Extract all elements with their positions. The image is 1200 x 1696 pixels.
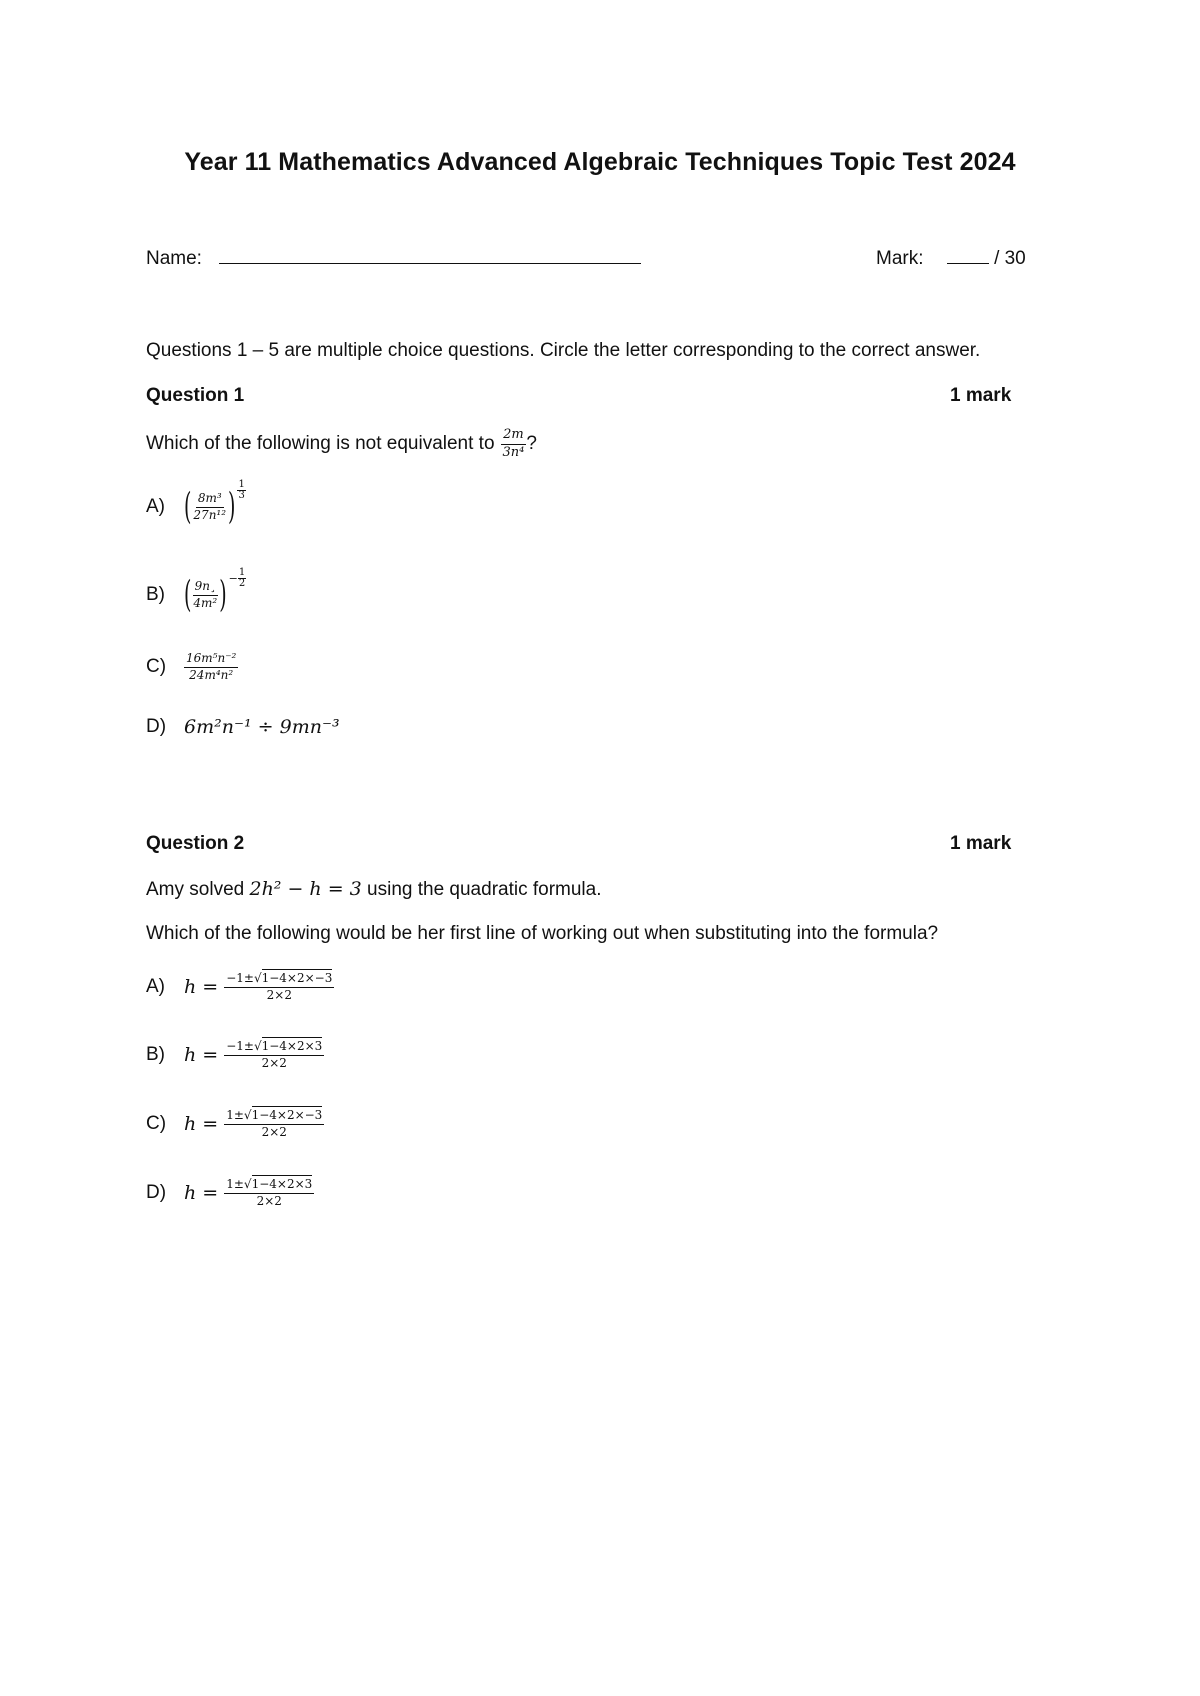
q2-line1-pre: Amy solved <box>146 879 245 900</box>
q2-c-root: 1−4×2×−3 <box>251 1108 323 1122</box>
q2-c-pre: 1± <box>226 1108 244 1122</box>
page-title: Year 11 Mathematics Advanced Algebraic Techniques Topic Test 2024 <box>184 148 1016 176</box>
close-paren: ) <box>219 574 227 617</box>
q1-b-exponent-frac <box>238 568 246 589</box>
q1-option-a[interactable] <box>146 478 246 529</box>
q2-c-lhs: h = <box>184 1113 219 1136</box>
q2-a-numerator: −1±√1−4×2×−3 <box>224 972 334 988</box>
q1-option-a-label: A) <box>146 496 165 518</box>
q2-b-lhs: h = <box>184 1044 219 1067</box>
q2-c-denominator: 2×2 <box>261 1124 287 1139</box>
q1-a-numerator: 8m³ <box>196 492 224 508</box>
q1-a-exponent-den: 3 <box>238 489 245 501</box>
q2-b-numerator: −1±√1−4×2×3 <box>224 1040 324 1056</box>
q2-b-pre: −1± <box>226 1039 254 1053</box>
question-1-prompt <box>146 428 537 461</box>
question-2-heading: Question 2 <box>146 833 245 854</box>
q1-b-fraction <box>191 580 219 611</box>
name-field[interactable] <box>219 263 641 264</box>
q1-c-fraction <box>184 652 238 683</box>
mark-total: / 30 <box>994 248 1026 269</box>
q2-option-b[interactable] <box>146 1040 324 1071</box>
question-1-heading: Question 1 <box>146 385 245 406</box>
q1-option-c[interactable] <box>146 652 238 683</box>
q2-d-lhs: h = <box>184 1182 219 1205</box>
q2-a-fraction <box>224 972 334 1003</box>
q1-option-c-label: C) <box>146 656 167 678</box>
q1-c-denominator: 24m⁴n² <box>189 667 234 682</box>
q1-option-d[interactable] <box>146 716 340 738</box>
open-paren: ( <box>184 486 192 529</box>
q2-d-numerator: 1±√1−4×2×3 <box>224 1178 314 1194</box>
q1-a-exponent <box>237 480 245 501</box>
q2-option-c-label: C) <box>146 1113 167 1135</box>
q1-b-exponent-num: 1 <box>238 566 246 578</box>
q1-a-exponent-num: 1 <box>238 478 245 490</box>
q1-c-numerator: 16m⁵n⁻² <box>184 652 238 668</box>
question-1-prompt-end: ? <box>526 433 537 455</box>
target-numerator: 2m <box>501 428 526 445</box>
mark-label: Mark: <box>876 248 924 269</box>
target-denominator: 3n⁴ <box>502 444 525 460</box>
question-2-marks: 1 mark <box>950 833 1012 854</box>
q1-d-expression: 6m²n⁻¹ ÷ 9mn⁻³ <box>184 716 340 738</box>
q2-d-root: 1−4×2×3 <box>251 1177 313 1191</box>
mark-field[interactable] <box>947 263 989 264</box>
question-2-line-2: Which of the following would be her first line of working out when substituting into the formula? <box>146 923 939 944</box>
q2-a-pre: −1± <box>226 971 254 985</box>
q2-line1-math: 2h² − h = 3 <box>249 878 362 900</box>
q1-b-exponent-den: 2 <box>238 577 246 589</box>
question-1-marks: 1 mark <box>950 385 1012 406</box>
q1-option-d-label: D) <box>146 716 167 737</box>
q1-option-b-label: B) <box>146 584 165 606</box>
q2-d-fraction <box>224 1178 314 1209</box>
q2-b-fraction <box>224 1040 324 1071</box>
q1-b-denominator: 4m² <box>193 595 218 610</box>
open-paren: ( <box>184 574 192 617</box>
q2-option-c[interactable] <box>146 1109 324 1140</box>
q2-d-pre: 1± <box>226 1177 244 1191</box>
q2-c-numerator: 1±√1−4×2×−3 <box>224 1109 324 1125</box>
mark-row <box>876 248 1026 270</box>
q2-b-root: 1−4×2×3 <box>261 1039 323 1053</box>
q2-option-d[interactable] <box>146 1178 314 1209</box>
q1-b-exponent <box>229 568 247 589</box>
name-label: Name: <box>146 248 202 269</box>
q2-option-d-label: D) <box>146 1182 167 1204</box>
q2-line1-post: using the quadratic formula. <box>367 879 602 900</box>
question-1-prompt-text: Which of the following is not equivalent to <box>146 433 495 455</box>
q2-c-fraction <box>224 1109 324 1140</box>
q2-option-a-label: A) <box>146 976 165 998</box>
q2-option-b-label: B) <box>146 1044 165 1066</box>
name-row <box>146 248 641 270</box>
q2-a-lhs: h = <box>184 976 219 999</box>
q1-option-b[interactable] <box>146 566 246 617</box>
target-fraction <box>501 428 527 461</box>
close-paren: ) <box>228 486 236 529</box>
q1-a-denominator: 27n¹² <box>193 507 227 522</box>
q2-d-denominator: 2×2 <box>256 1193 282 1208</box>
instructions: Questions 1 – 5 are multiple choice questions. Circle the letter corresponding to the correct answer. <box>146 340 981 361</box>
q2-a-root: 1−4×2×−3 <box>261 971 333 985</box>
q1-b-numerator: 9n¸ <box>193 580 218 596</box>
q2-a-denominator: 2×2 <box>266 987 292 1002</box>
q2-b-denominator: 2×2 <box>261 1055 287 1070</box>
question-2-line-1 <box>146 878 602 901</box>
q2-option-a[interactable] <box>146 972 334 1003</box>
q1-a-fraction <box>191 492 228 523</box>
q1-b-exponent-sign: − <box>228 571 238 585</box>
